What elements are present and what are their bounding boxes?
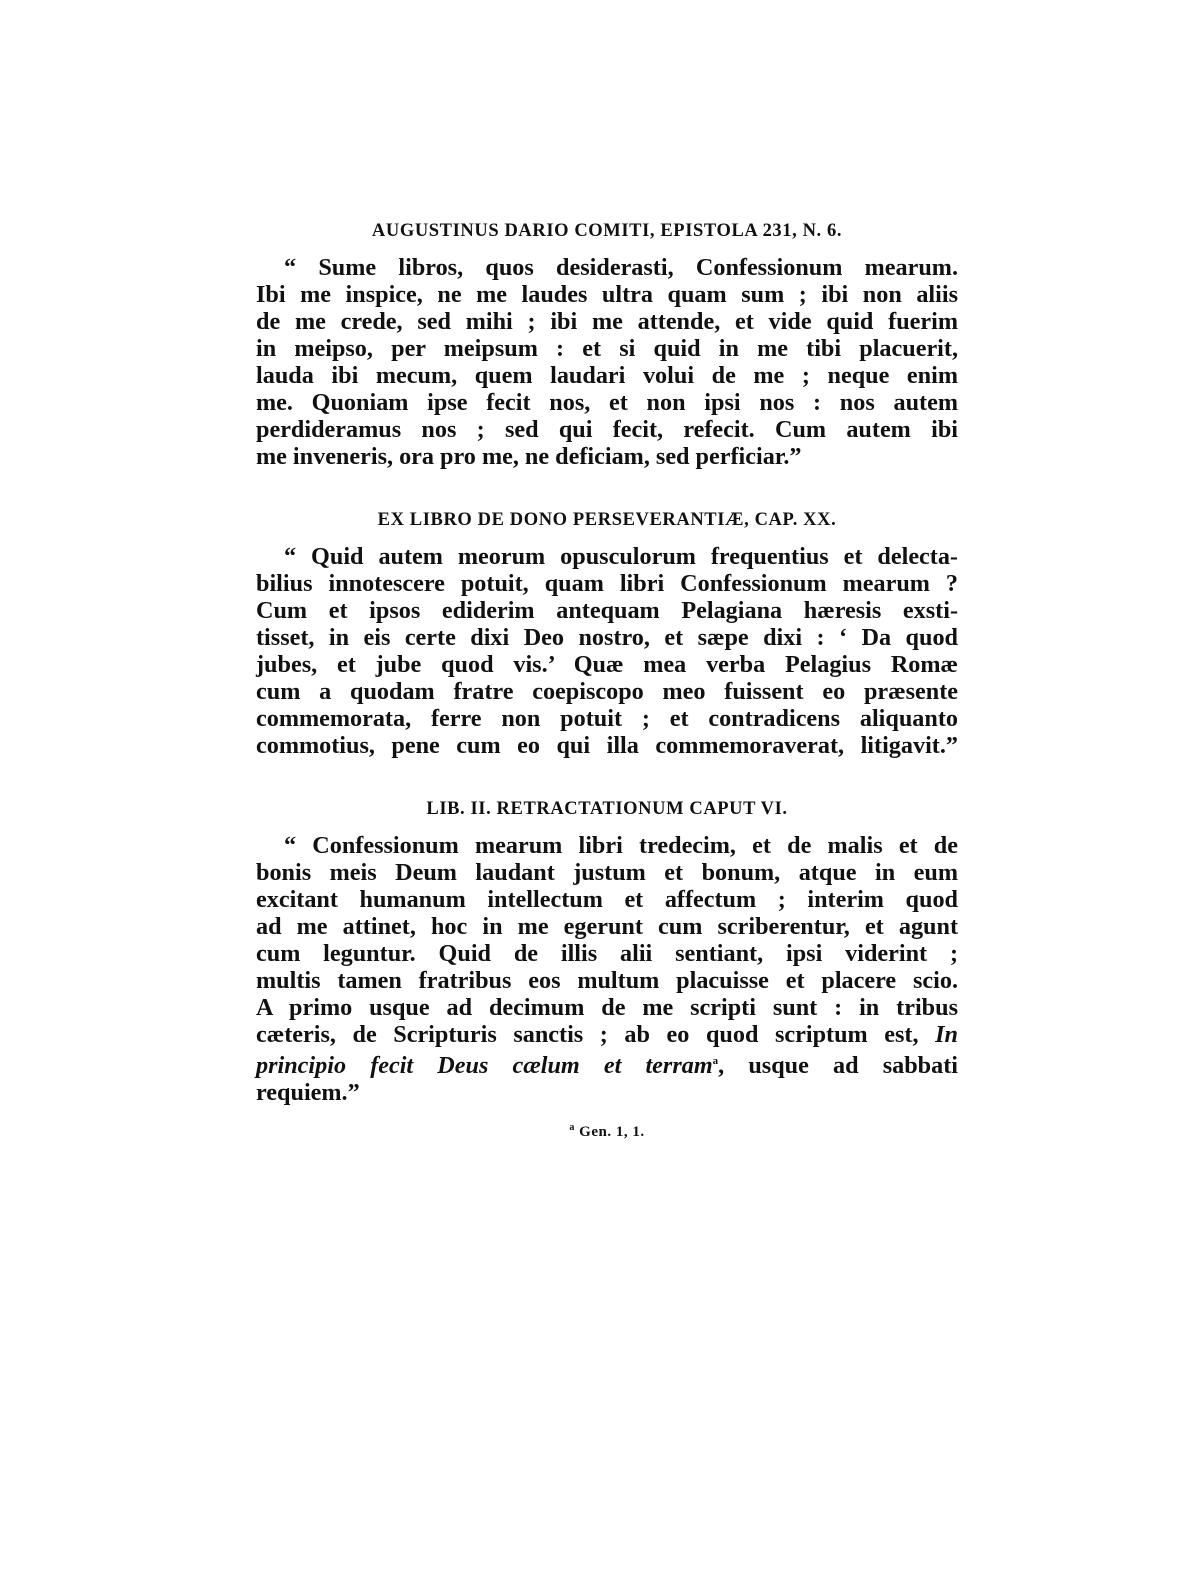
text-line: Ibi me inspice, ne me laudes ultra quam sum ; ibi non aliis	[256, 281, 958, 308]
text-line: bonis meis Deum laudant justum et bonum, atque in eum	[256, 859, 958, 886]
italic-citation: principio fecit Deus cælum et terram	[256, 1052, 713, 1080]
text-line: in meipso, per meipsum : et si quid in me tibi placuerit,	[256, 335, 958, 362]
text-line: cum leguntur. Quid de illis alii sentiant, ipsi viderint ;	[256, 940, 958, 967]
section-heading: AUGUSTINUS DARIO COMITI, EPISTOLA 231, N. 6.	[371, 221, 843, 241]
text-line: “ Quid autem meorum opusculorum frequentius et delecta-	[284, 543, 958, 570]
text-line: requiem.”	[256, 1079, 360, 1107]
footnote	[256, 1122, 958, 1141]
text-line: excitant humanum intellectum et affectum ; interim quod	[256, 886, 958, 913]
section-perseverantia	[256, 507, 958, 759]
section-heading: LIB. II. RETRACTATIONUM CAPUT VI.	[426, 799, 788, 819]
passage	[256, 254, 958, 470]
text-line: cum a quodam fratre coepiscopo meo fuissent eo præsente	[256, 678, 958, 705]
footnote-marker[interactable]: a	[712, 1055, 719, 1067]
passage	[256, 832, 958, 1106]
text-line: “ Sume libros, quos desiderasti, Confessionum mearum.	[284, 254, 958, 281]
section-epistola	[256, 218, 958, 470]
italic-citation-start: In	[935, 1021, 959, 1048]
document-page	[256, 218, 958, 1141]
text-line	[256, 1048, 958, 1079]
text-line: bilius innotescere potuit, quam libri Confessionum mearum ?	[256, 570, 958, 597]
text-line: ad me attinet, hoc in me egerunt cum scriberentur, et agunt	[256, 913, 958, 940]
footnote-mark: a	[569, 1122, 575, 1134]
text-line: Cum et ipsos ediderim antequam Pelagiana hæresis exsti-	[256, 597, 958, 624]
text-line: A primo usque ad decimum de me scripti sunt : in tribus	[256, 994, 958, 1021]
text-line: multis tamen fratribus eos multum placuisse et placere scio.	[256, 967, 958, 994]
passage	[256, 543, 958, 759]
text-fragment: , usque ad sabbati	[718, 1052, 958, 1080]
footnote-text: Gen. 1, 1.	[579, 1124, 645, 1141]
text-line: commemorata, ferre non potuit ; et contradicens aliquanto	[256, 705, 958, 732]
text-line: me inveneris, ora pro me, ne deficiam, sed perficiar.”	[256, 443, 802, 470]
text-line: lauda ibi mecum, quem laudari volui de me ; neque enim	[256, 362, 958, 389]
text-line: tisset, in eis certe dixi Deo nostro, et sæpe dixi : ‘ Da quod	[256, 624, 958, 651]
text-fragment: cæteris, de Scripturis sanctis ; ab eo quod scriptum est,	[256, 1021, 919, 1048]
text-line	[256, 1021, 958, 1048]
text-line: jubes, et jube quod vis.’ Quæ mea verba Pelagius Romæ	[256, 651, 958, 678]
text-line: commotius, pene cum eo qui illa commemoraverat, litigavit.”	[256, 732, 958, 759]
section-retractationes	[256, 796, 958, 1106]
text-line: de me crede, sed mihi ; ibi me attende, et vide quid fuerim	[256, 308, 958, 335]
section-heading: EX LIBRO DE DONO PERSEVERANTIÆ, CAP. XX.	[377, 510, 837, 530]
text-line: perdideramus nos ; sed qui fecit, refecit. Cum autem ibi	[256, 416, 958, 443]
text-line: “ Confessionum mearum libri tredecim, et de malis et de	[284, 832, 958, 859]
text-line: me. Quoniam ipse fecit nos, et non ipsi nos : nos autem	[256, 389, 958, 416]
